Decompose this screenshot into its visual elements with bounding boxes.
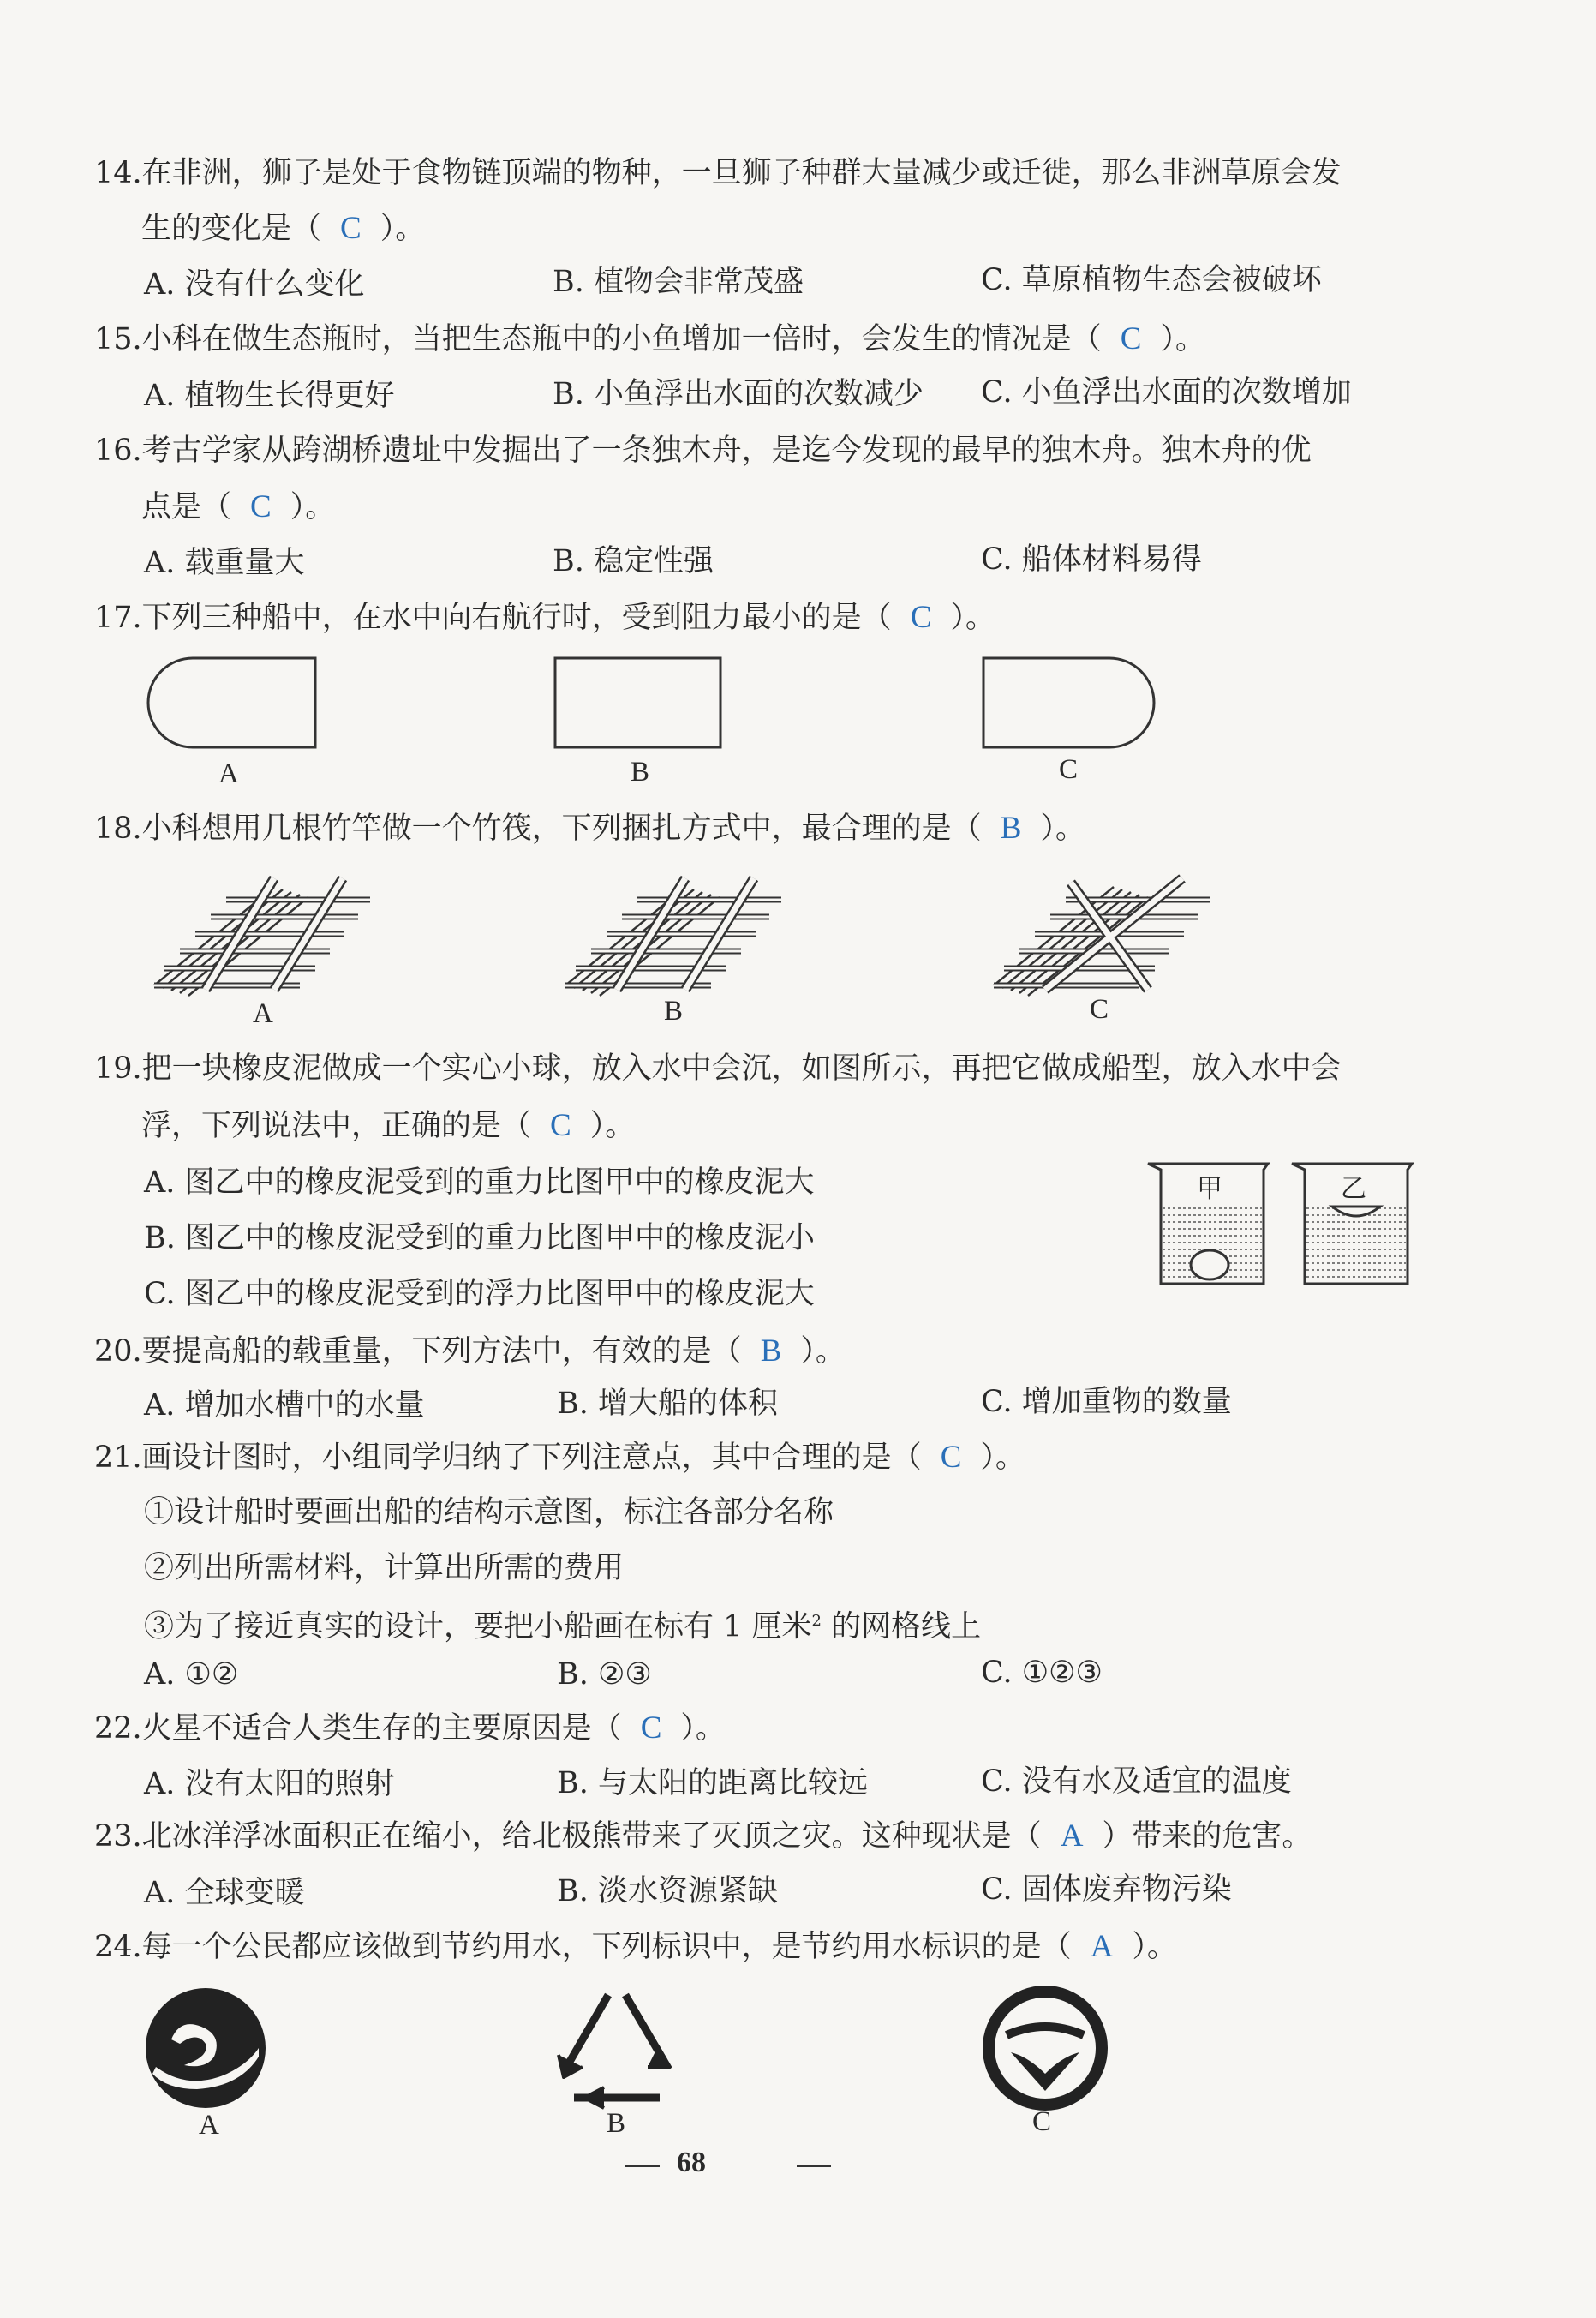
- answer: C: [940, 1440, 962, 1475]
- option-c: C. 固体废弃物污染: [981, 1872, 1232, 1907]
- page-number-dash-right: [797, 2165, 831, 2167]
- option-a: A. 没有太阳的照射: [144, 1767, 395, 1801]
- answer: C: [910, 600, 932, 635]
- question-stem: 画设计图时，小组同学归纳了下列注意点，其中合理的是（: [141, 1441, 922, 1475]
- question-stem: 北冰洋浮冰面积正在缩小，给北极熊带来了灭顶之灾。这种现状是（: [141, 1819, 1042, 1854]
- answer: A: [1090, 1929, 1114, 1964]
- option-b: B. 图乙中的橡皮泥受到的重力比图甲中的橡皮泥小: [144, 1221, 815, 1255]
- caption-b: B: [664, 996, 684, 1027]
- question-number: 18.: [94, 812, 142, 846]
- caption-c: C: [1032, 2106, 1052, 2137]
- question-stem: 要提高船的载重量，下列方法中，有效的是（: [141, 1334, 742, 1369]
- answer: C: [640, 1710, 662, 1746]
- option-a: A. 没有什么变化: [144, 267, 365, 302]
- page-number: 68: [677, 2147, 706, 2178]
- caption-b: B: [607, 2108, 626, 2139]
- note-text: ③为了接近真实的设计，要把小船画在标有 1 厘米: [144, 1609, 812, 1644]
- option-b: B. 小鱼浮出水面的次数减少: [553, 377, 924, 411]
- question-19: [94, 1048, 1342, 1089]
- option-b: B. 植物会非常茂盛: [553, 265, 804, 299]
- question-stem: 在非洲，狮子是处于食物链顶端的物种，一旦狮子种群大量减少或迁徙，那么非洲草原会发: [141, 156, 1342, 190]
- question-number: 22.: [94, 1711, 142, 1746]
- beaker-label-jia: 甲: [1197, 1174, 1222, 1204]
- question-16-cont: [141, 487, 335, 528]
- option-b: B. 稳定性强: [553, 544, 714, 578]
- question-number: 19.: [94, 1051, 142, 1086]
- question-number: 20.: [94, 1334, 142, 1369]
- option-b: B. ②③: [557, 1657, 652, 1692]
- stem-text: ）。: [380, 212, 426, 246]
- question-stem: 火星不适合人类生存的主要原因是（: [141, 1711, 622, 1746]
- option-c: C. ①②③: [981, 1656, 1103, 1690]
- stem-text: ）。: [680, 1711, 726, 1746]
- raft-c: [994, 878, 1210, 996]
- question-19-cont: [141, 1105, 635, 1147]
- question-23: [94, 1816, 1312, 1857]
- question-18: [94, 808, 1085, 849]
- question-stem: 下列三种船中，在水中向右航行时，受到阻力最小的是（: [141, 601, 892, 635]
- answer: B: [760, 1333, 782, 1369]
- caption-a: A: [253, 998, 273, 1029]
- stem-text: 生的变化是（: [141, 212, 322, 246]
- option-b: B. 增大船的体积: [557, 1387, 778, 1421]
- question-number: 17.: [94, 601, 142, 635]
- answer: C: [550, 1108, 571, 1143]
- beaker-label-yi: 乙: [1341, 1174, 1366, 1204]
- question-21: [94, 1437, 1025, 1478]
- stem-text: ）。: [980, 1441, 1025, 1475]
- caption-a: A: [199, 2110, 219, 2141]
- option-c: C. 增加重物的数量: [981, 1385, 1232, 1419]
- page-number-dash-left: [625, 2165, 660, 2167]
- stem-text: ）。: [1132, 1930, 1177, 1964]
- option-a: A. 增加水槽中的水量: [144, 1388, 425, 1423]
- option-a: A. 图乙中的橡皮泥受到的重力比图甲中的橡皮泥大: [144, 1165, 815, 1200]
- answer: A: [1060, 1818, 1084, 1854]
- stem-text: 浮，下列说法中，正确的是（: [141, 1109, 532, 1143]
- question-stem: 每一个公民都应该做到节约用水，下列标识中，是节约用水标识的是（: [141, 1930, 1072, 1964]
- caption-c: C: [1090, 994, 1109, 1025]
- answer: C: [1120, 321, 1142, 356]
- boat-shape-a: [148, 658, 315, 747]
- answer: C: [250, 489, 272, 524]
- question-22: [94, 1708, 726, 1749]
- superscript: 2: [811, 1612, 822, 1630]
- recycling-symbol-icon: [559, 1995, 670, 2108]
- caption-a: A: [218, 758, 239, 789]
- question-stem: 考古学家从跨湖桥遗址中发掘出了一条独木舟，是迄今发现的最早的独木舟。独木舟的优: [141, 434, 1312, 468]
- option-c: C. 图乙中的橡皮泥受到的浮力比图甲中的橡皮泥大: [144, 1277, 815, 1311]
- stem-text: ）。: [589, 1109, 636, 1143]
- stem-text: ）。: [1160, 322, 1205, 356]
- option-a: A. 植物生长得更好: [144, 379, 395, 413]
- question-24: [94, 1926, 1177, 1968]
- raft-b: [565, 878, 781, 996]
- question-17: [94, 597, 995, 638]
- stem-text: 点是（: [141, 490, 232, 524]
- question-stem: 把一块橡皮泥做成一个实心小球，放入水中会沉，如图所示，再把它做成船型，放入水中会: [141, 1051, 1342, 1086]
- energy-saving-symbol-icon: [989, 1992, 1102, 2105]
- caption-c: C: [1059, 754, 1079, 785]
- water-saving-symbol-icon: [146, 1988, 266, 2108]
- question-stem: 小科在做生态瓶时，当把生态瓶中的小鱼增加一倍时，会发生的情况是（: [141, 322, 1102, 356]
- question-number: 14.: [94, 156, 142, 190]
- note-item-3: [144, 1601, 981, 1648]
- answer: B: [1000, 811, 1022, 846]
- option-a: A. 全球变暖: [144, 1876, 305, 1910]
- raft-figure: [137, 870, 1242, 998]
- option-c: C. 草原植物生态会被破坏: [981, 263, 1322, 297]
- raft-a: [154, 878, 370, 996]
- boat-shapes-figure: [137, 651, 1182, 754]
- stem-text: ）。: [950, 601, 995, 635]
- question-14-cont: [141, 208, 425, 249]
- question-number: 24.: [94, 1930, 142, 1964]
- question-14: [94, 153, 1342, 194]
- question-15: [94, 319, 1205, 360]
- question-16: [94, 430, 1312, 471]
- option-a: A. 载重量大: [144, 546, 305, 580]
- option-b: B. 淡水资源紧缺: [557, 1874, 778, 1908]
- option-b: B. 与太阳的距离比较远: [557, 1766, 868, 1800]
- beakers-figure: [1144, 1157, 1418, 1290]
- note-item-2: ②列出所需材料，计算出所需的费用: [144, 1551, 625, 1585]
- stem-text: ）带来的危害。: [1102, 1819, 1312, 1854]
- note-text: 的网格线上: [821, 1609, 982, 1644]
- question-20: [94, 1331, 846, 1372]
- symbols-figure: [141, 1980, 1118, 2117]
- stem-text: ）。: [1040, 812, 1085, 846]
- note-item-1: ①设计船时要画出船的结构示意图，标注各部分名称: [144, 1495, 834, 1530]
- question-number: 15.: [94, 322, 142, 356]
- question-number: 16.: [94, 434, 142, 468]
- answer: C: [340, 211, 362, 246]
- boat-shape-b: [555, 658, 720, 747]
- option-c: C. 船体材料易得: [981, 542, 1202, 577]
- boat-shape-c: [983, 658, 1154, 747]
- option-c: C. 没有水及适宜的温度: [981, 1764, 1292, 1799]
- question-stem: 小科想用几根竹竿做一个竹筏，下列捆扎方式中，最合理的是（: [141, 812, 982, 846]
- stem-text: ）。: [290, 490, 336, 524]
- option-c: C. 小鱼浮出水面的次数增加: [981, 375, 1352, 410]
- option-a: A. ①②: [144, 1657, 239, 1692]
- caption-b: B: [631, 757, 650, 788]
- question-number: 21.: [94, 1441, 142, 1475]
- stem-text: ）。: [800, 1334, 846, 1369]
- question-number: 23.: [94, 1819, 142, 1854]
